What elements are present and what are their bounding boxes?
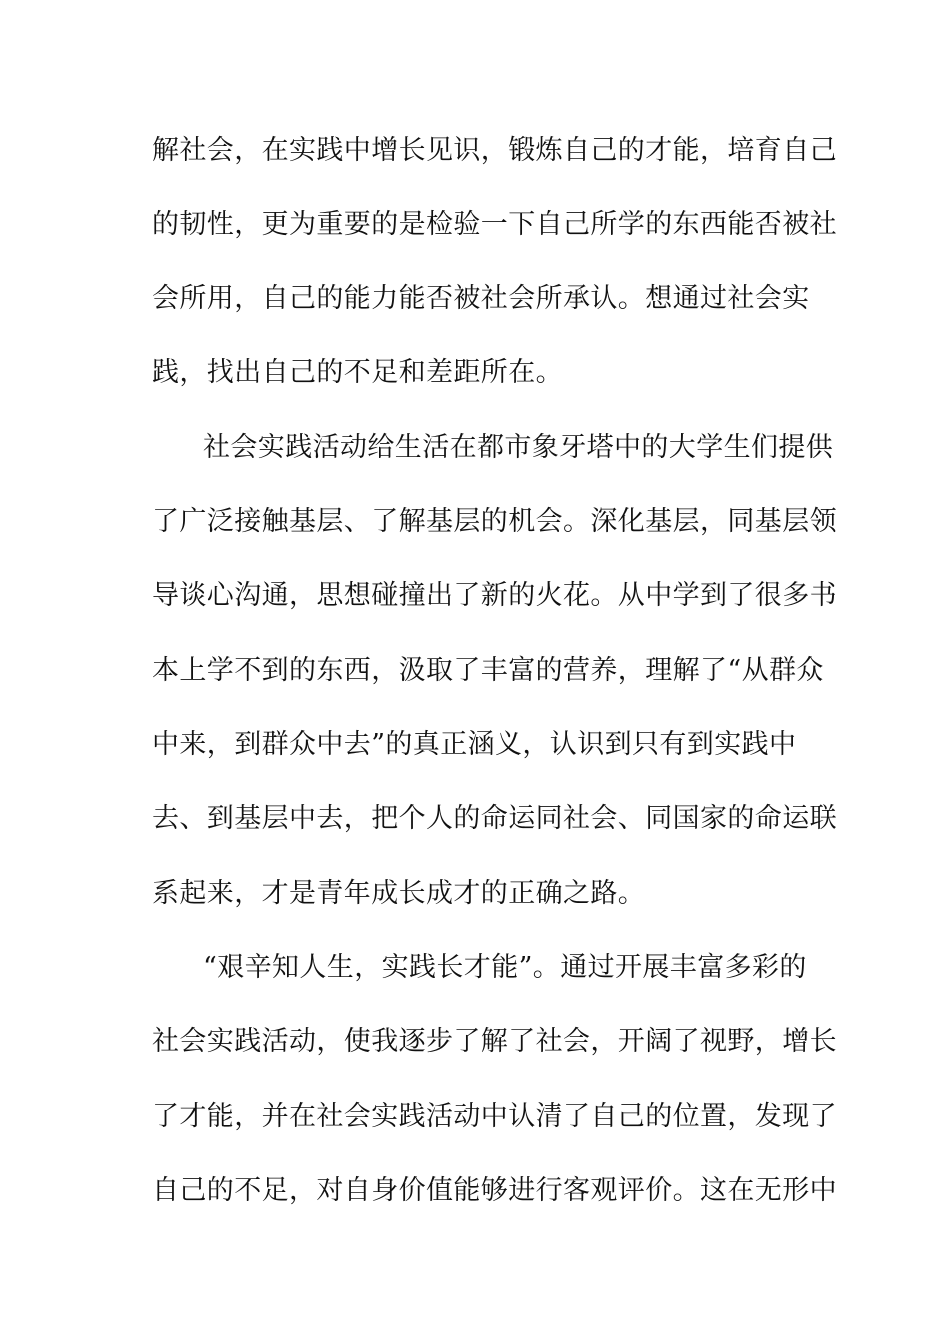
text-line: 去、到基层中去，把个人的命运同社会、同国家的命运联: [152, 803, 837, 834]
text-line: 系起来，才是青年成长成才的正确之路。: [152, 878, 646, 909]
text-line: 了广泛接触基层、了解基层的机会。深化基层，同基层领: [152, 506, 837, 537]
text-line: 了才能，并在社会实践活动中认清了自己的位置，发现了: [152, 1101, 837, 1132]
text-line: 社会实践活动，使我逐步了解了社会，开阔了视野，增长: [152, 1026, 837, 1057]
text-line: 会所用，自己的能力能否被社会所承认。想通过社会实: [152, 283, 810, 314]
text-line: 践，找出自己的不足和差距所在。: [152, 357, 563, 388]
text-line: 自己的不足，对自身价值能够进行客观评价。这在无形中: [152, 1175, 837, 1206]
text-line: 本上学不到的东西，汲取了丰富的营养，理解了“从群众: [152, 655, 824, 686]
text-line: 中来，到群众中去”的真正涵义，认识到只有到实践中: [152, 729, 797, 760]
text-line: 解社会，在实践中增长见识，锻炼自己的才能，培育自己: [152, 135, 837, 166]
paragraph-first-line: 社会实践活动给生活在都市象牙塔中的大学生们提供: [203, 432, 834, 463]
text-line: 的韧性，更为重要的是检验一下自己所学的东西能否被社: [152, 209, 837, 240]
text-line: 导谈心沟通，思想碰撞出了新的火花。从中学到了很多书: [152, 580, 837, 611]
paragraph-first-line: “艰辛知人生，实践长才能”。通过开展丰富多彩的: [203, 952, 807, 983]
